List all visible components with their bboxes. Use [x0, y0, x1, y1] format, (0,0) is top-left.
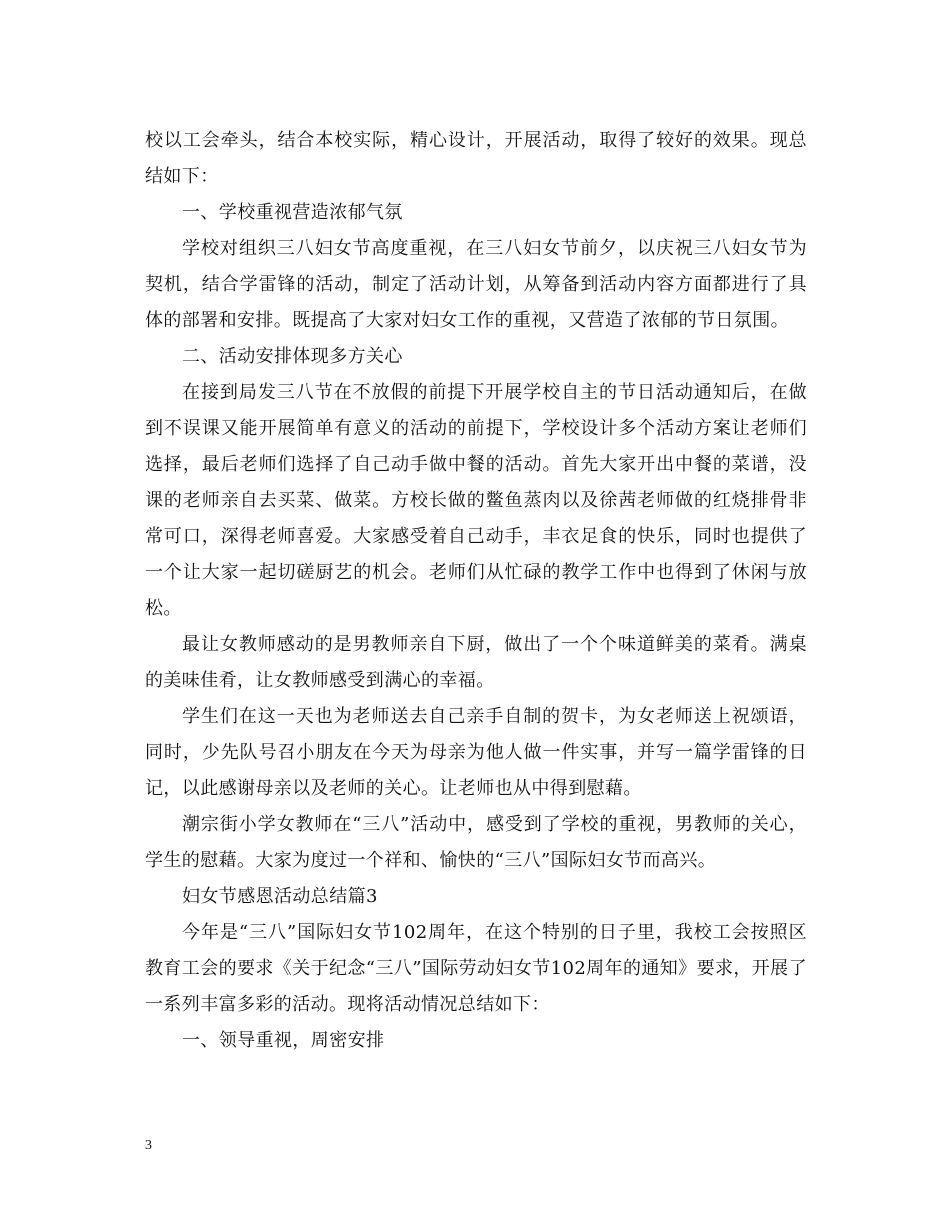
- section-heading-2: 二、活动安排体现多方关心: [182, 346, 403, 367]
- paragraph-student-cards: 学生们在这一天也为老师送去自己亲手自制的贺卡，为女老师送上祝颂语，同时，少先队号召小朋友在今天为母亲为他人做一件实事，并写一篇学雷锋的日记，以此感谢母亲以及老师的关心。让老师也从中得到慰藉。: [145, 706, 807, 799]
- paragraph-activity-arrangement: 在接到局发三八节在不放假的前提下开展学校自主的节日活动通知后，在做到不误课又能开展简单有意义的活动的前提下，学校设计多个活动方案让老师们选择，最后老师们选择了自己动手做中餐的活动。首先大家开出中餐的菜谱，没课的老师亲自去买菜、做菜。方校长做的鳖鱼蒸肉以及徐茜老师做的红烧排骨非常可口，深得老师喜爱。大家感受着自己动手，丰衣足食的快乐，同时也提供了一个让大家一起切磋厨艺的机会。老师们从忙碌的教学工作中也得到了休闲与放松。: [145, 382, 807, 619]
- section-heading-1: 一、学校重视营造浓郁气氛: [182, 202, 403, 223]
- paragraph-school-attention: 学校对组织三八妇女节高度重视，在三八妇女节前夕，以庆祝三八妇女节为契机，结合学雷锋的活动，制定了活动计划，从筹备到活动内容方面都进行了具体的部署和安排。既提高了大家对妇女工作的重视，又营造了浓郁的节日氛围。: [145, 238, 807, 331]
- paragraph-male-teachers-cooking: 最让女教师感动的是男教师亲自下厨，做出了一个个味道鲜美的菜肴。满桌的美味佳肴，让女教师感受到满心的幸福。: [145, 634, 807, 691]
- document-body: [145, 123, 807, 1059]
- paragraph-article-3-intro: 今年是“三八”国际妇女节102周年，在这个特别的日子里，我校工会按照区教育工会的要求《关于纪念“三八”国际劳动妇女节102周年的通知》要求，开展了一系列丰富多彩的活动。现将活动情况总结如下：: [145, 922, 807, 1015]
- section-heading-leadership: 一、领导重视，周密安排: [182, 1030, 385, 1051]
- paragraph-summary-intro: 校以工会牵头，结合本校实际，精心设计，开展活动，取得了较好的效果。现总结如下：: [145, 130, 807, 187]
- article-title-3: 妇女节感恩活动总结篇3: [182, 886, 378, 907]
- page-number: 3: [145, 1138, 152, 1153]
- paragraph-conclusion: 潮宗街小学女教师在“三八”活动中，感受到了学校的重视，男教师的关心，学生的慰藉。大家为度过一个祥和、愉快的“三八”国际妇女节而高兴。: [145, 814, 807, 871]
